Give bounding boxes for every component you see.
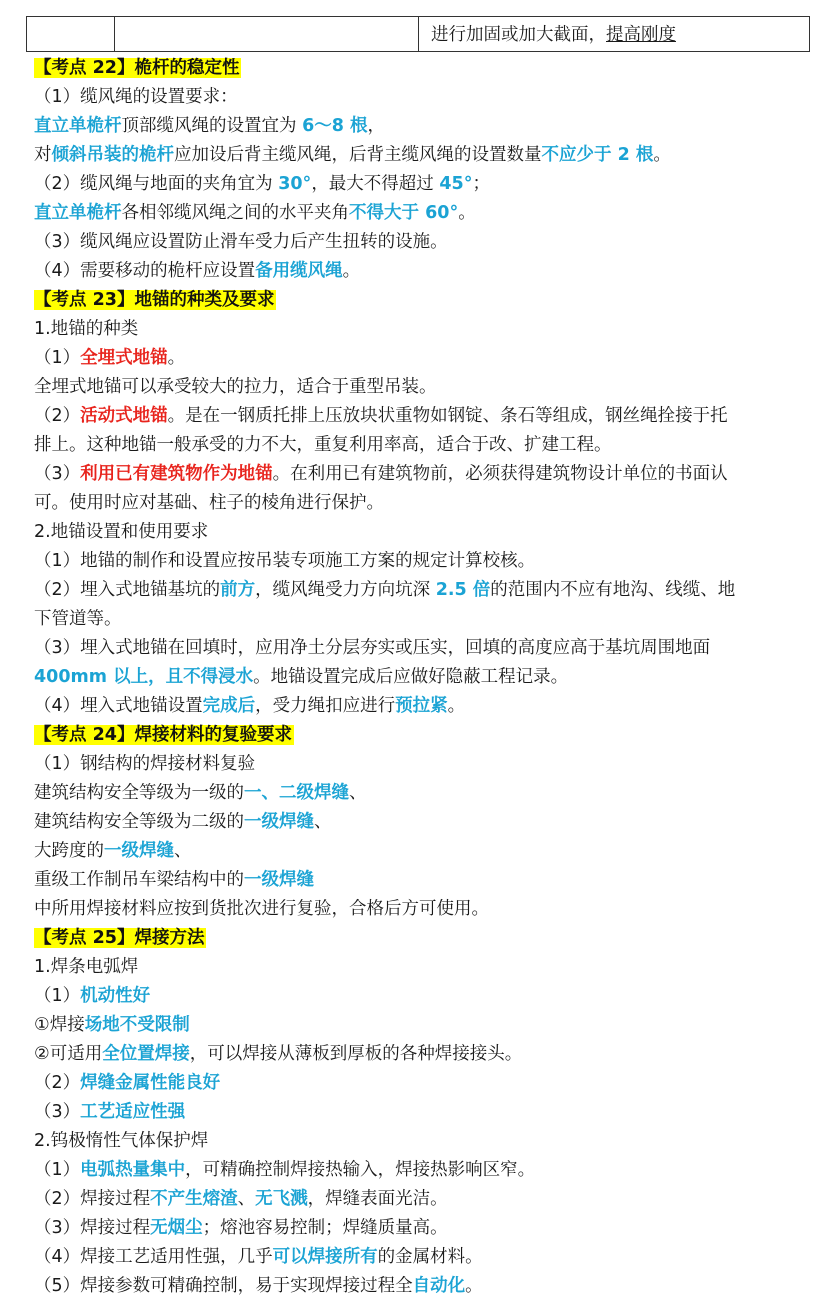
- text-segment: 。在利用已有建筑物前，必须获得建筑物设计单位的书面认: [272, 464, 728, 484]
- text-line: [34, 692, 814, 721]
- table-fragment: [26, 16, 810, 52]
- highlighted-text: 不产生熔渣: [150, 1189, 238, 1209]
- highlighted-text: 备用缆风绳: [255, 261, 343, 281]
- text-line: [34, 837, 814, 866]
- text-segment: 的金属材料。: [377, 1247, 483, 1267]
- text-segment: 排上。这种地锚一般承受的力不大，重复利用率高，适合于改、扩建工程。: [34, 435, 612, 455]
- text-line: [34, 344, 814, 373]
- text-segment: 大跨度的: [34, 841, 104, 861]
- text-line: [34, 1156, 814, 1185]
- heading-text: 【考点 23】地锚的种类及要求: [34, 290, 275, 310]
- text-segment: 下管道等。: [34, 609, 122, 629]
- highlighted-text: 一、二级焊缝: [244, 783, 349, 803]
- text-segment: 。: [167, 348, 186, 368]
- text-line: [34, 547, 814, 576]
- text-line: [34, 634, 814, 663]
- text-segment: ；熔池容易控制；焊缝质量高。: [202, 1218, 448, 1238]
- text-segment: （1）: [34, 986, 81, 1006]
- text-segment: 建筑结构安全等级为一级的: [34, 783, 244, 803]
- text-segment: 可。使用时应对基础、柱子的棱角进行保护。: [34, 493, 384, 513]
- highlighted-text: 预拉紧: [395, 696, 448, 716]
- text-line: [34, 170, 814, 199]
- text-line: [34, 257, 814, 286]
- highlighted-text: 6～8 根: [302, 116, 368, 136]
- highlighted-text: 全位置焊接: [102, 1044, 190, 1064]
- text-line: [34, 866, 814, 895]
- text-segment: 、: [314, 812, 332, 832]
- highlighted-text: 直立单桅杆: [34, 203, 122, 223]
- highlighted-text: 机动性好: [80, 986, 151, 1006]
- highlighted-text: 2.5 倍: [435, 580, 491, 600]
- section-heading: [34, 54, 814, 83]
- text-line: [34, 518, 814, 547]
- text-line: [34, 1098, 814, 1127]
- table-cell-text: [419, 17, 809, 51]
- text-segment: 1.焊条电弧焊: [34, 957, 139, 977]
- text-segment: 、: [349, 783, 367, 803]
- text-segment: 1.地锚的种类: [34, 319, 139, 339]
- text-segment: （3）缆风绳应设置防止滑车受力后产生扭转的设施。: [34, 232, 448, 252]
- text-segment: （3）: [34, 464, 81, 484]
- text-line: [34, 1272, 814, 1301]
- text-line: [34, 663, 814, 692]
- text-line: [34, 605, 814, 634]
- text-segment: 。是在一钢质托排上压放块状重物如钢锭、条石等组成，钢丝绳拴接于托: [167, 406, 728, 426]
- highlighted-text: 一级焊缝: [244, 812, 314, 832]
- table-text-plain: 进行加固或加大截面，: [431, 25, 606, 45]
- text-segment: 、: [237, 1189, 256, 1209]
- text-line: [34, 779, 814, 808]
- text-segment: 中所用焊接材料应按到货批次进行复验，合格后方可使用。: [34, 899, 489, 919]
- highlighted-text: 完成后: [202, 696, 256, 716]
- text-line: [34, 1243, 814, 1272]
- highlighted-text: 利用已有建筑物作为地锚: [80, 464, 273, 484]
- text-segment: 2.钨极惰性气体保护焊: [34, 1131, 209, 1151]
- text-segment: 重级工作制吊车梁结构中的: [34, 870, 244, 890]
- text-line: [34, 808, 814, 837]
- text-line: [34, 982, 814, 1011]
- text-segment: （2）: [34, 1073, 81, 1093]
- text-line: [34, 1069, 814, 1098]
- text-line: [34, 199, 814, 228]
- text-segment: （3）焊接过程: [34, 1218, 151, 1238]
- text-line: [34, 402, 814, 431]
- text-line: [34, 460, 814, 489]
- highlighted-text: 电弧热量集中: [80, 1160, 186, 1180]
- text-segment: （1）: [34, 348, 81, 368]
- section-heading: [34, 924, 814, 953]
- table-cell-empty-2: [115, 17, 419, 51]
- text-segment: ，缆风绳受力方向坑深: [255, 580, 436, 600]
- highlighted-text: 工艺适应性强: [80, 1102, 186, 1122]
- highlighted-text: 焊缝金属性能良好: [80, 1073, 221, 1093]
- text-line: [34, 1214, 814, 1243]
- text-segment: ，可以焊接从薄板到厚板的各种焊接接头。: [189, 1044, 523, 1064]
- text-segment: （1）地锚的制作和设置应按吊装专项施工方案的规定计算校核。: [34, 551, 536, 571]
- text-line: [34, 431, 814, 460]
- text-segment: 建筑结构安全等级为二级的: [34, 812, 244, 832]
- highlighted-text: 30°: [278, 174, 312, 194]
- text-segment: （3）: [34, 1102, 81, 1122]
- highlighted-text: 自动化: [412, 1276, 466, 1296]
- document-body: [34, 54, 814, 1301]
- text-line: [34, 373, 814, 402]
- highlighted-text: 可以焊接所有: [272, 1247, 378, 1267]
- highlighted-text: 45°: [439, 174, 473, 194]
- highlighted-text: 全埋式地锚: [80, 348, 168, 368]
- text-segment: ②可适用: [34, 1044, 103, 1064]
- highlighted-text: 无烟尘: [150, 1218, 203, 1238]
- text-segment: （1）: [34, 1160, 81, 1180]
- text-segment: 。: [465, 1276, 483, 1296]
- text-segment: 、: [174, 841, 192, 861]
- text-line: [34, 83, 814, 112]
- text-segment: （4）需要移动的桅杆应设置: [34, 261, 256, 281]
- text-segment: 。地锚设置完成后应做好隐蔽工程记录。: [253, 667, 569, 687]
- text-line: [34, 489, 814, 518]
- highlighted-text: 400mm 以上，且不得浸水: [34, 667, 254, 687]
- highlighted-text: 一级焊缝: [104, 841, 174, 861]
- text-segment: 对: [34, 145, 52, 165]
- text-segment: 各相邻缆风绳之间的水平夹角: [121, 203, 349, 223]
- text-segment: ，可精确控制焊接热输入，焊接热影响区窄。: [185, 1160, 536, 1180]
- text-segment: （4）埋入式地锚设置: [34, 696, 203, 716]
- highlighted-text: 场地不受限制: [84, 1015, 190, 1035]
- text-segment: ，焊缝表面光洁。: [307, 1189, 448, 1209]
- table-text-underlined: 提高刚度: [606, 25, 676, 45]
- heading-text: 【考点 22】桅杆的稳定性: [34, 58, 240, 78]
- text-segment: 全埋式地锚可以承受较大的拉力，适合于重型吊装。: [34, 377, 437, 397]
- text-segment: 。: [458, 203, 476, 223]
- text-line: [34, 1127, 814, 1156]
- text-line: [34, 953, 814, 982]
- heading-text: 【考点 24】焊接材料的复验要求: [34, 725, 292, 745]
- text-segment: （2）: [34, 406, 81, 426]
- text-segment: （2）埋入式地锚基坑的: [34, 580, 221, 600]
- text-segment: （4）焊接工艺适用性强，几乎: [34, 1247, 273, 1267]
- text-segment: 。: [342, 261, 361, 281]
- text-segment: ；: [472, 174, 490, 194]
- text-segment: （5）焊接参数可精确控制，易于实现焊接过程全: [34, 1276, 413, 1296]
- section-heading: [34, 721, 814, 750]
- highlighted-text: 倾斜吊装的桅杆: [51, 145, 174, 165]
- text-segment: 的范围内不应有地沟、线缆、地: [490, 580, 736, 600]
- highlighted-text: 前方: [220, 580, 256, 600]
- text-segment: （1）缆风绳的设置要求：: [34, 87, 238, 107]
- text-segment: 2.地锚设置和使用要求: [34, 522, 209, 542]
- text-line: [34, 1040, 814, 1069]
- highlighted-text: 活动式地锚: [80, 406, 168, 426]
- table-cell-empty-1: [27, 17, 115, 51]
- text-segment: ，受力绳扣应进行: [255, 696, 396, 716]
- text-segment: ①焊接: [34, 1015, 85, 1035]
- section-heading: [34, 286, 814, 315]
- text-line: [34, 1011, 814, 1040]
- text-segment: （2）缆风绳与地面的夹角宜为: [34, 174, 279, 194]
- text-line: [34, 141, 814, 170]
- highlighted-text: 不应少于 2 根: [541, 145, 654, 165]
- text-segment: 应加设后背主缆风绳，后背主缆风绳的设置数量: [174, 145, 542, 165]
- heading-text: 【考点 25】焊接方法: [34, 928, 205, 948]
- text-line: [34, 112, 814, 141]
- text-line: [34, 315, 814, 344]
- text-segment: 顶部缆风绳的设置宜为: [121, 116, 303, 136]
- highlighted-text: 不得大于 60°: [349, 203, 459, 223]
- text-segment: （1）钢结构的焊接材料复验: [34, 754, 256, 774]
- text-line: [34, 895, 814, 924]
- text-line: [34, 228, 814, 257]
- text-segment: ，: [367, 116, 386, 136]
- text-segment: 。: [447, 696, 466, 716]
- highlighted-text: 无飞溅: [255, 1189, 308, 1209]
- text-line: [34, 1185, 814, 1214]
- text-segment: （3）埋入式地锚在回填时，应用净土分层夯实或压实，回填的高度应高于基坑周围地面: [34, 638, 711, 658]
- text-line: [34, 576, 814, 605]
- text-segment: 。: [653, 145, 671, 165]
- text-segment: ，最大不得超过: [311, 174, 440, 194]
- highlighted-text: 直立单桅杆: [34, 116, 122, 136]
- highlighted-text: 一级焊缝: [244, 870, 314, 890]
- text-segment: （2）焊接过程: [34, 1189, 151, 1209]
- text-line: [34, 750, 814, 779]
